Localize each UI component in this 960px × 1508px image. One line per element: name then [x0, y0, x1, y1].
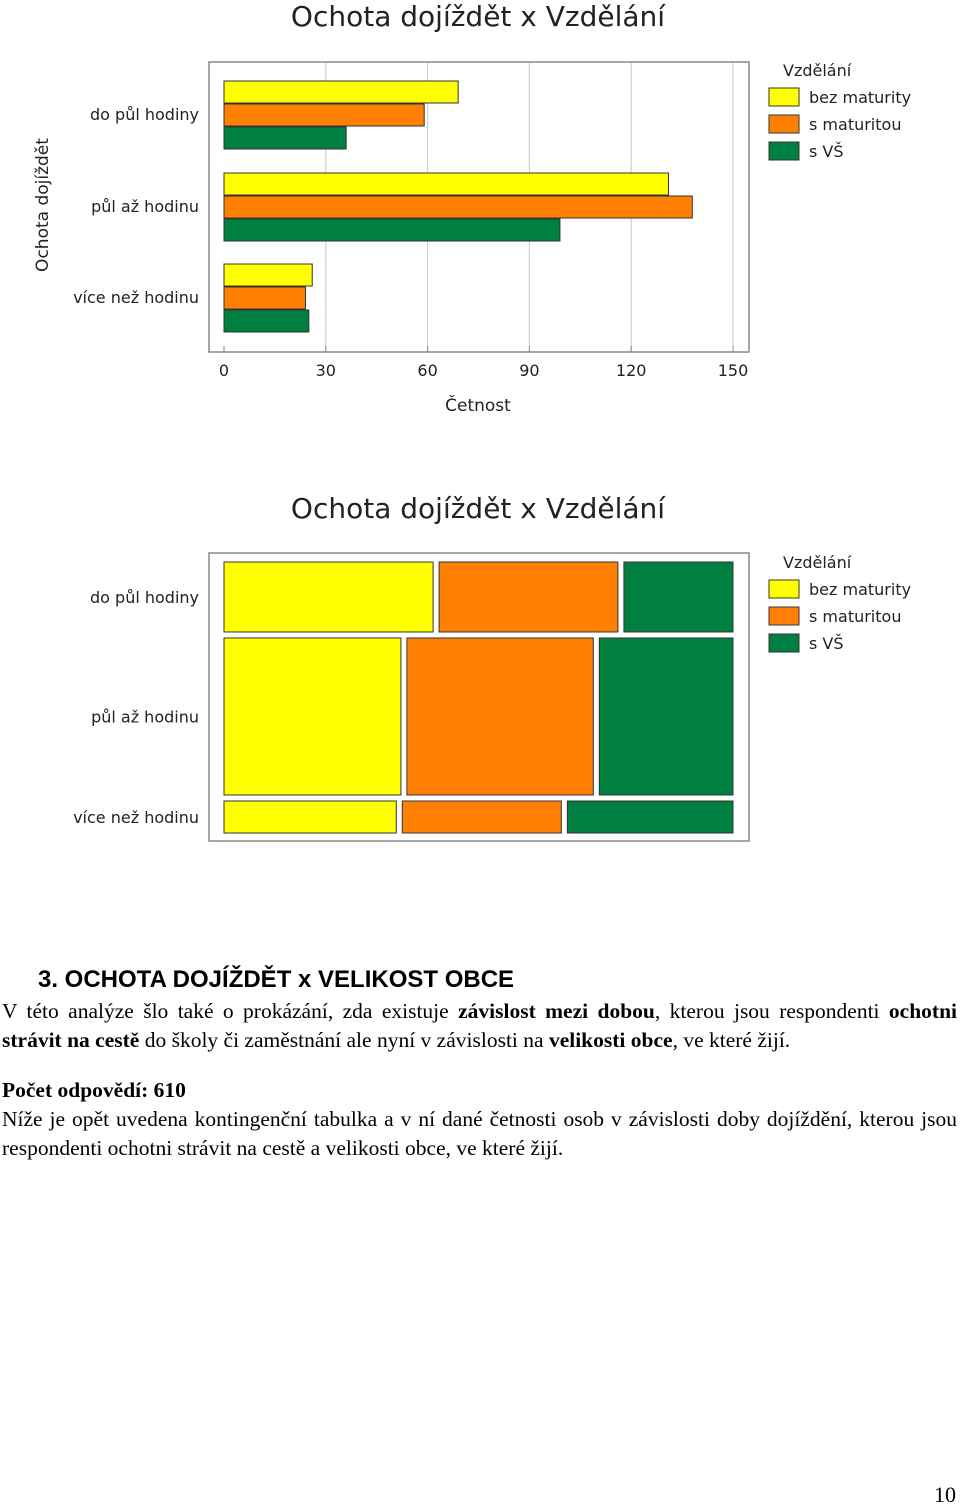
x-tick-label: 60	[417, 361, 438, 380]
category-label: více než hodinu	[73, 288, 199, 307]
emphasis-text: velikosti obce	[548, 1028, 673, 1052]
mosaic-chart	[0, 484, 960, 864]
x-tick-label: 0	[218, 361, 230, 380]
category-label: do půl hodiny	[90, 587, 199, 607]
legend-title: Vzdělání	[783, 61, 852, 80]
x-tick-label: 90	[519, 361, 540, 380]
category-label: do půl hodiny	[90, 105, 199, 124]
legend-label: bez maturity	[809, 88, 912, 107]
chart-title: Ochota dojíždět x Vzdělání	[290, 0, 666, 33]
legend-swatch	[769, 607, 799, 625]
bar	[224, 81, 458, 103]
emphasis-text: závislost mezi dobou	[458, 999, 655, 1023]
response-count: Počet odpovědí: 610	[2, 1078, 186, 1102]
legend-label: s maturitou	[809, 115, 902, 134]
mosaic-tile	[624, 562, 733, 632]
bar	[224, 264, 312, 286]
mosaic-tile	[439, 562, 618, 632]
page-number: 10	[934, 1482, 956, 1507]
intro-paragraph	[0, 997, 960, 1055]
mosaic-tile	[224, 562, 433, 632]
text-run: do školy či zaměstnání ale nyní v závislosti na	[139, 1028, 549, 1052]
chart-title: Ochota dojíždět x Vzdělání	[290, 492, 666, 525]
legend-label: s VŠ	[809, 634, 844, 653]
mosaic-tile	[567, 801, 733, 833]
bar	[224, 127, 346, 149]
legend-label: s VŠ	[809, 142, 844, 161]
mosaic-tile	[224, 801, 396, 833]
emphasis-text: ochotni strávit na cestě	[2, 999, 958, 1052]
category-label: půl až hodinu	[91, 707, 199, 727]
legend-swatch	[769, 142, 799, 160]
text-run: V této analýze šlo také o prokázání, zda existuje	[2, 999, 459, 1023]
legend-label: bez maturity	[809, 580, 912, 599]
x-tick-label: 120	[615, 361, 647, 380]
section-heading: 3. OCHOTA DOJÍŽDĚT x VELIKOST OBCE	[38, 966, 515, 993]
x-tick-label: 150	[717, 361, 749, 380]
legend-swatch	[769, 580, 799, 598]
mosaic-tile	[407, 638, 593, 795]
legend-label: s maturitou	[809, 607, 902, 626]
text-run: , kterou jsou respondenti	[654, 999, 889, 1023]
bar	[224, 104, 424, 126]
bar	[224, 287, 305, 309]
mosaic-tile	[599, 638, 733, 795]
category-label: půl až hodinu	[91, 197, 199, 216]
legend-swatch	[769, 115, 799, 133]
legend-title: Vzdělání	[783, 553, 852, 572]
mosaic-tile	[224, 638, 401, 795]
category-label: více než hodinu	[73, 807, 199, 827]
legend-swatch	[769, 88, 799, 106]
bar	[224, 196, 692, 218]
bar	[224, 219, 560, 241]
bar	[224, 173, 669, 195]
legend-swatch	[769, 634, 799, 652]
bar-chart	[0, 0, 960, 440]
document-section	[0, 962, 960, 1163]
bar	[224, 310, 309, 332]
table-intro-paragraph: Níže je opět uvedena kontingenční tabulka a v ní dané četnosti osob v závislosti doby dojíždění, kterou jsou respondenti ochotni strávit na cestě a velikosti obce, ve které žijí.	[2, 1107, 957, 1160]
y-axis-label: Ochota dojíždět	[33, 138, 53, 272]
x-tick-label: 30	[315, 361, 336, 380]
x-axis-label: Četnost	[445, 396, 511, 416]
text-run: , ve které žijí.	[672, 1028, 791, 1052]
mosaic-tile	[402, 801, 561, 833]
